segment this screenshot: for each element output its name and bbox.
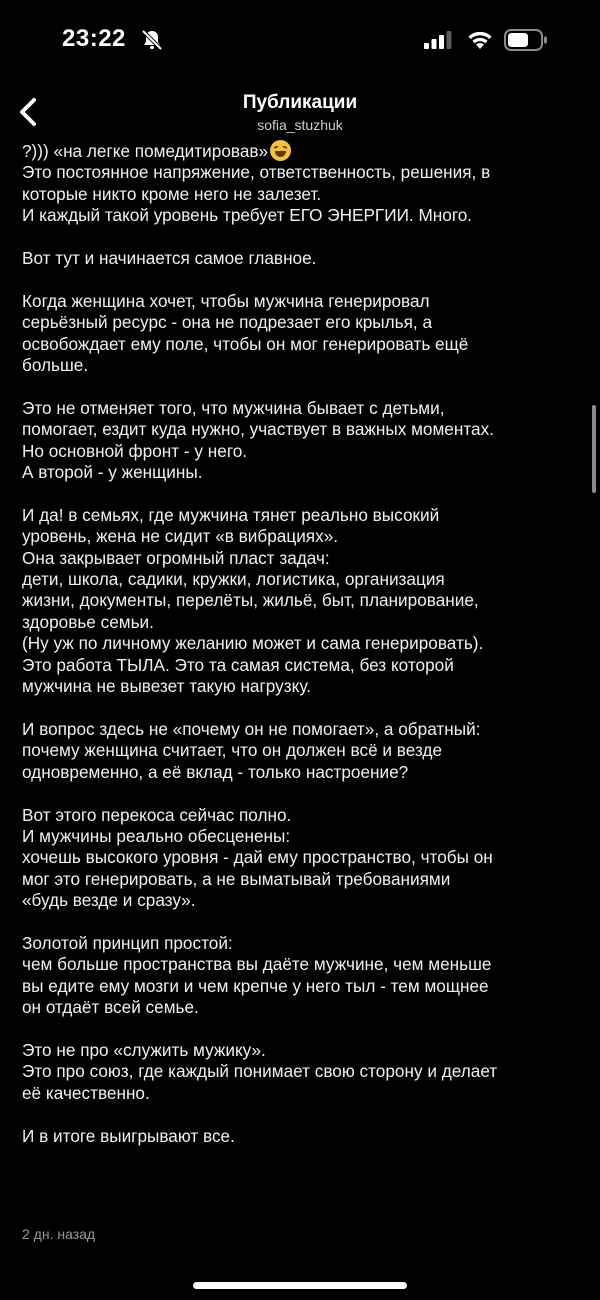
post-line xyxy=(22,205,582,226)
post-line-text: освобождает ему поле, чтобы он мог генерировать ещё xyxy=(22,333,469,354)
battery-icon xyxy=(504,29,548,51)
post-line xyxy=(22,762,582,783)
post-line-text: ?))) «на легке помедитировав» xyxy=(22,141,269,161)
post-line-text: уровень, жена не сидит «в вибрациях». xyxy=(22,526,339,547)
post-line xyxy=(22,976,582,997)
post-line-text: которые никто кроме него не залезет. xyxy=(22,183,322,204)
post-line-text: И да! в семьях, где мужчина тянет реально высокий xyxy=(22,504,440,525)
post-paragraph-gap xyxy=(22,1104,582,1125)
post-line xyxy=(22,1083,582,1104)
post-line xyxy=(22,719,582,740)
post-line-text: Но основной фронт - у него. xyxy=(22,440,248,461)
post-paragraph-gap xyxy=(22,783,582,804)
post-line xyxy=(22,890,582,911)
post-line-text: Вот этого перекоса сейчас полно. xyxy=(22,804,292,825)
post-line-text: больше. xyxy=(22,355,89,376)
post-line xyxy=(22,548,582,569)
post-line xyxy=(22,933,582,954)
post-line xyxy=(22,826,582,847)
post-line-text: он отдаёт всей семье. xyxy=(22,997,199,1018)
grinning-squinting-face-emoji xyxy=(270,140,291,161)
post-line xyxy=(22,505,582,526)
post-line xyxy=(22,162,582,183)
post-line-text: Это работа ТЫЛА. Это та самая система, без которой xyxy=(22,654,454,675)
post-line-text: здоровье семьи. xyxy=(22,611,154,632)
account-username[interactable]: sofia_stuzhuk xyxy=(257,117,343,133)
post-line-text: Когда женщина хочет, чтобы мужчина генерировал xyxy=(22,290,430,311)
post-paragraph-gap xyxy=(22,912,582,933)
post-line xyxy=(22,419,582,440)
post-line xyxy=(22,184,582,205)
post-line xyxy=(22,569,582,590)
post-line-text: Она закрывает огромный пласт задач: xyxy=(22,547,330,568)
post-paragraph-gap xyxy=(22,483,582,504)
post-line xyxy=(22,441,582,462)
post-line xyxy=(22,334,582,355)
post-line xyxy=(22,1040,582,1061)
post-paragraph-gap xyxy=(22,227,582,248)
post-line xyxy=(22,1126,582,1147)
scrollbar[interactable] xyxy=(592,405,596,493)
post-line-text: помогает, ездит куда нужно, участвует в важных моментах. xyxy=(22,419,494,440)
post-line-text: серьёзный ресурс - она не подрезает его крылья, а xyxy=(22,312,433,333)
post-line xyxy=(22,1061,582,1082)
post-line-text: Вот тут и начинается самое главное. xyxy=(22,248,317,269)
post-paragraph-gap xyxy=(22,1019,582,1040)
post-line-text: Это не отменяет того, что мужчина бывает с детьми, xyxy=(22,397,445,418)
post-line xyxy=(22,805,582,826)
post-line xyxy=(22,740,582,761)
post-line-text: жизни, документы, перелёты, жильё, быт, планирование, xyxy=(22,590,479,611)
post-line xyxy=(22,355,582,376)
post-line xyxy=(22,312,582,333)
post-line xyxy=(22,869,582,890)
post-line-text: Это не про «служить мужику». xyxy=(22,1039,266,1060)
status-bar xyxy=(0,0,600,80)
post-line-text: почему женщина считает, что он должен всё и везде xyxy=(22,740,442,761)
post-body xyxy=(22,128,582,1147)
post-line xyxy=(22,997,582,1018)
post-line xyxy=(22,248,582,269)
post-line-text: чем больше пространства вы даёте мужчине, чем меньше xyxy=(22,954,492,975)
post-line-text: Это постоянное напряжение, ответственность, решения, в xyxy=(22,162,491,183)
post-line-text: И каждый такой уровень требует ЕГО ЭНЕРГИИ. Много. xyxy=(22,205,473,226)
post-timestamp: 2 дн. назад xyxy=(22,1226,96,1242)
post-line xyxy=(22,462,582,483)
post-line xyxy=(22,140,582,162)
post-line xyxy=(22,291,582,312)
post-paragraph-gap xyxy=(22,376,582,397)
post-line-text: А второй - у женщины. xyxy=(22,462,203,483)
post-line-text: И в итоге выигрывают все. xyxy=(22,1125,235,1146)
post-line xyxy=(22,526,582,547)
home-indicator[interactable] xyxy=(193,1282,407,1289)
post-line xyxy=(22,954,582,975)
post-line-text: Это про союз, где каждый понимает свою сторону и делает xyxy=(22,1061,498,1082)
post-line-text: одновременно, а её вклад - только настроение? xyxy=(22,761,409,782)
post-line-text: мог это генерировать, а не выматывай требованиями xyxy=(22,868,451,889)
post-line xyxy=(22,633,582,654)
post-line-text: Золотой принцип простой: xyxy=(22,932,233,953)
post-line xyxy=(22,398,582,419)
post-line xyxy=(22,676,582,697)
post-line-text: мужчина не вывезет такую нагрузку. xyxy=(22,676,311,697)
post-line xyxy=(22,847,582,868)
post-line-text: (Ну уж по личному желанию может и сама генерировать). xyxy=(22,633,484,654)
post-line-text: хочешь высокого уровня - дай ему пространство, чтобы он xyxy=(22,847,493,868)
bell-slash-icon xyxy=(140,29,164,51)
post-line-text: её качественно. xyxy=(22,1082,150,1103)
status-time: 23:22 xyxy=(62,25,126,52)
post-line-text: дети, школа, садики, кружки, логистика, организация xyxy=(22,569,445,590)
post-caption xyxy=(22,128,582,1258)
post-line xyxy=(22,612,582,633)
post-line-text: И вопрос здесь не «почему он не помогает», а обратный: xyxy=(22,718,481,739)
page-title: Публикации xyxy=(242,92,358,113)
nav-header xyxy=(0,80,600,140)
post-line xyxy=(22,655,582,676)
post-line-text: И мужчины реально обесценены: xyxy=(22,825,291,846)
post-paragraph-gap xyxy=(22,269,582,290)
wifi-icon xyxy=(466,28,494,50)
post-line-text: вы едите ему мозги и чем крепче у него тыл - тем мощнее xyxy=(22,975,489,996)
cellular-signal-icon xyxy=(424,31,452,49)
post-paragraph-gap xyxy=(22,698,582,719)
post-line xyxy=(22,590,582,611)
post-line-text: «будь везде и сразу». xyxy=(22,890,196,911)
